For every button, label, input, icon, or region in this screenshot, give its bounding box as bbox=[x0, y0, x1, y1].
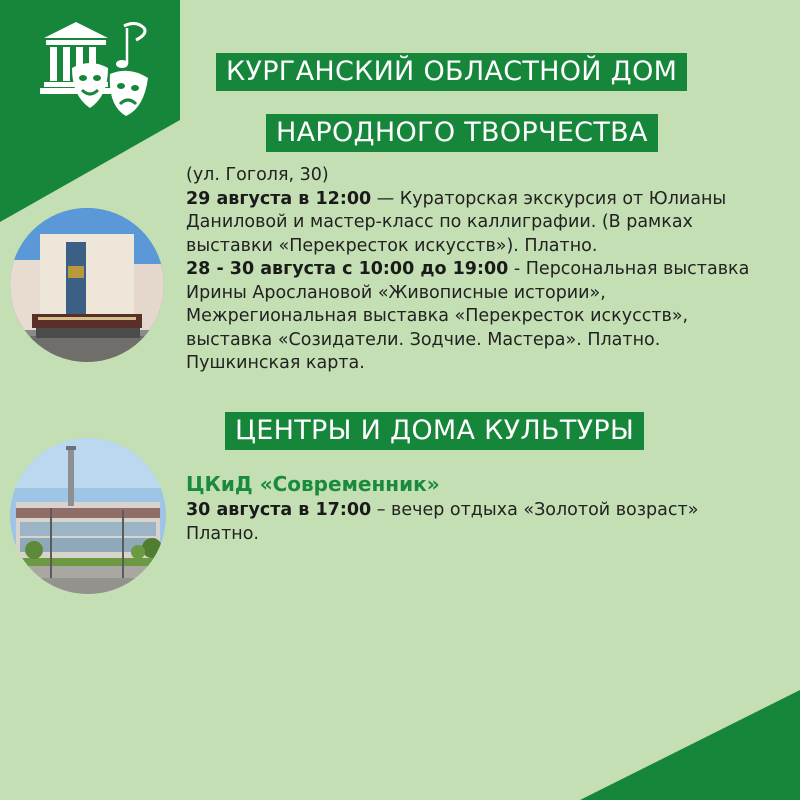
event2-date: 28 - 30 августа с 10:00 до 19:00 bbox=[186, 259, 509, 279]
event3-line2: Платно. bbox=[186, 523, 259, 544]
event3-date: 30 августа в 17:00 bbox=[186, 500, 372, 520]
house-of-folk-art-photo bbox=[10, 208, 164, 362]
event1-line2: Даниловой и мастер-класс по каллиграфии. (В рамках bbox=[186, 212, 693, 232]
event2-line4: выставка «Созидатели. Зодчие. Мастера». Платно. bbox=[186, 329, 661, 350]
event2-line3: Межрегиональная выставка «Перекресток искусств», bbox=[186, 306, 689, 326]
event3-desc-part1: – вечер отдыха «Золотой возраст» bbox=[371, 500, 699, 520]
section2-title: ЦЕНТРЫ И ДОМА КУЛЬТУРЫ bbox=[225, 412, 644, 450]
event3-line1 bbox=[186, 499, 698, 523]
bottom-right-corner-decoration bbox=[580, 690, 800, 800]
event2-line1 bbox=[186, 258, 749, 282]
section1-title-line1: КУРГАНСКИЙ ОБЛАСТНОЙ ДОМ bbox=[216, 53, 687, 91]
event2-line2: Ирины Арослановой «Живописные истории», bbox=[186, 282, 606, 303]
event2-desc-part1: - Персональная выставка bbox=[508, 259, 750, 279]
section1-text bbox=[186, 164, 749, 376]
event1-line1 bbox=[186, 188, 749, 212]
section2-text bbox=[186, 499, 698, 546]
address: (ул. Гоголя, 30) bbox=[186, 165, 329, 185]
theatre-music-icon bbox=[36, 16, 160, 122]
event1-desc-part1: — Кураторская экскурсия от Юлианы bbox=[371, 188, 727, 209]
section1-title-line2: НАРОДНОГО ТВОРЧЕСТВА bbox=[266, 114, 658, 152]
event1-date: 29 августа в 12:00 bbox=[186, 188, 372, 209]
sovremennik-center-photo bbox=[10, 438, 166, 594]
event1-line3: выставки «Перекресток искусств»). Платно. bbox=[186, 235, 598, 256]
venue-title: ЦКиД «Современник» bbox=[186, 472, 440, 496]
event2-line5: Пушкинская карта. bbox=[186, 353, 365, 373]
